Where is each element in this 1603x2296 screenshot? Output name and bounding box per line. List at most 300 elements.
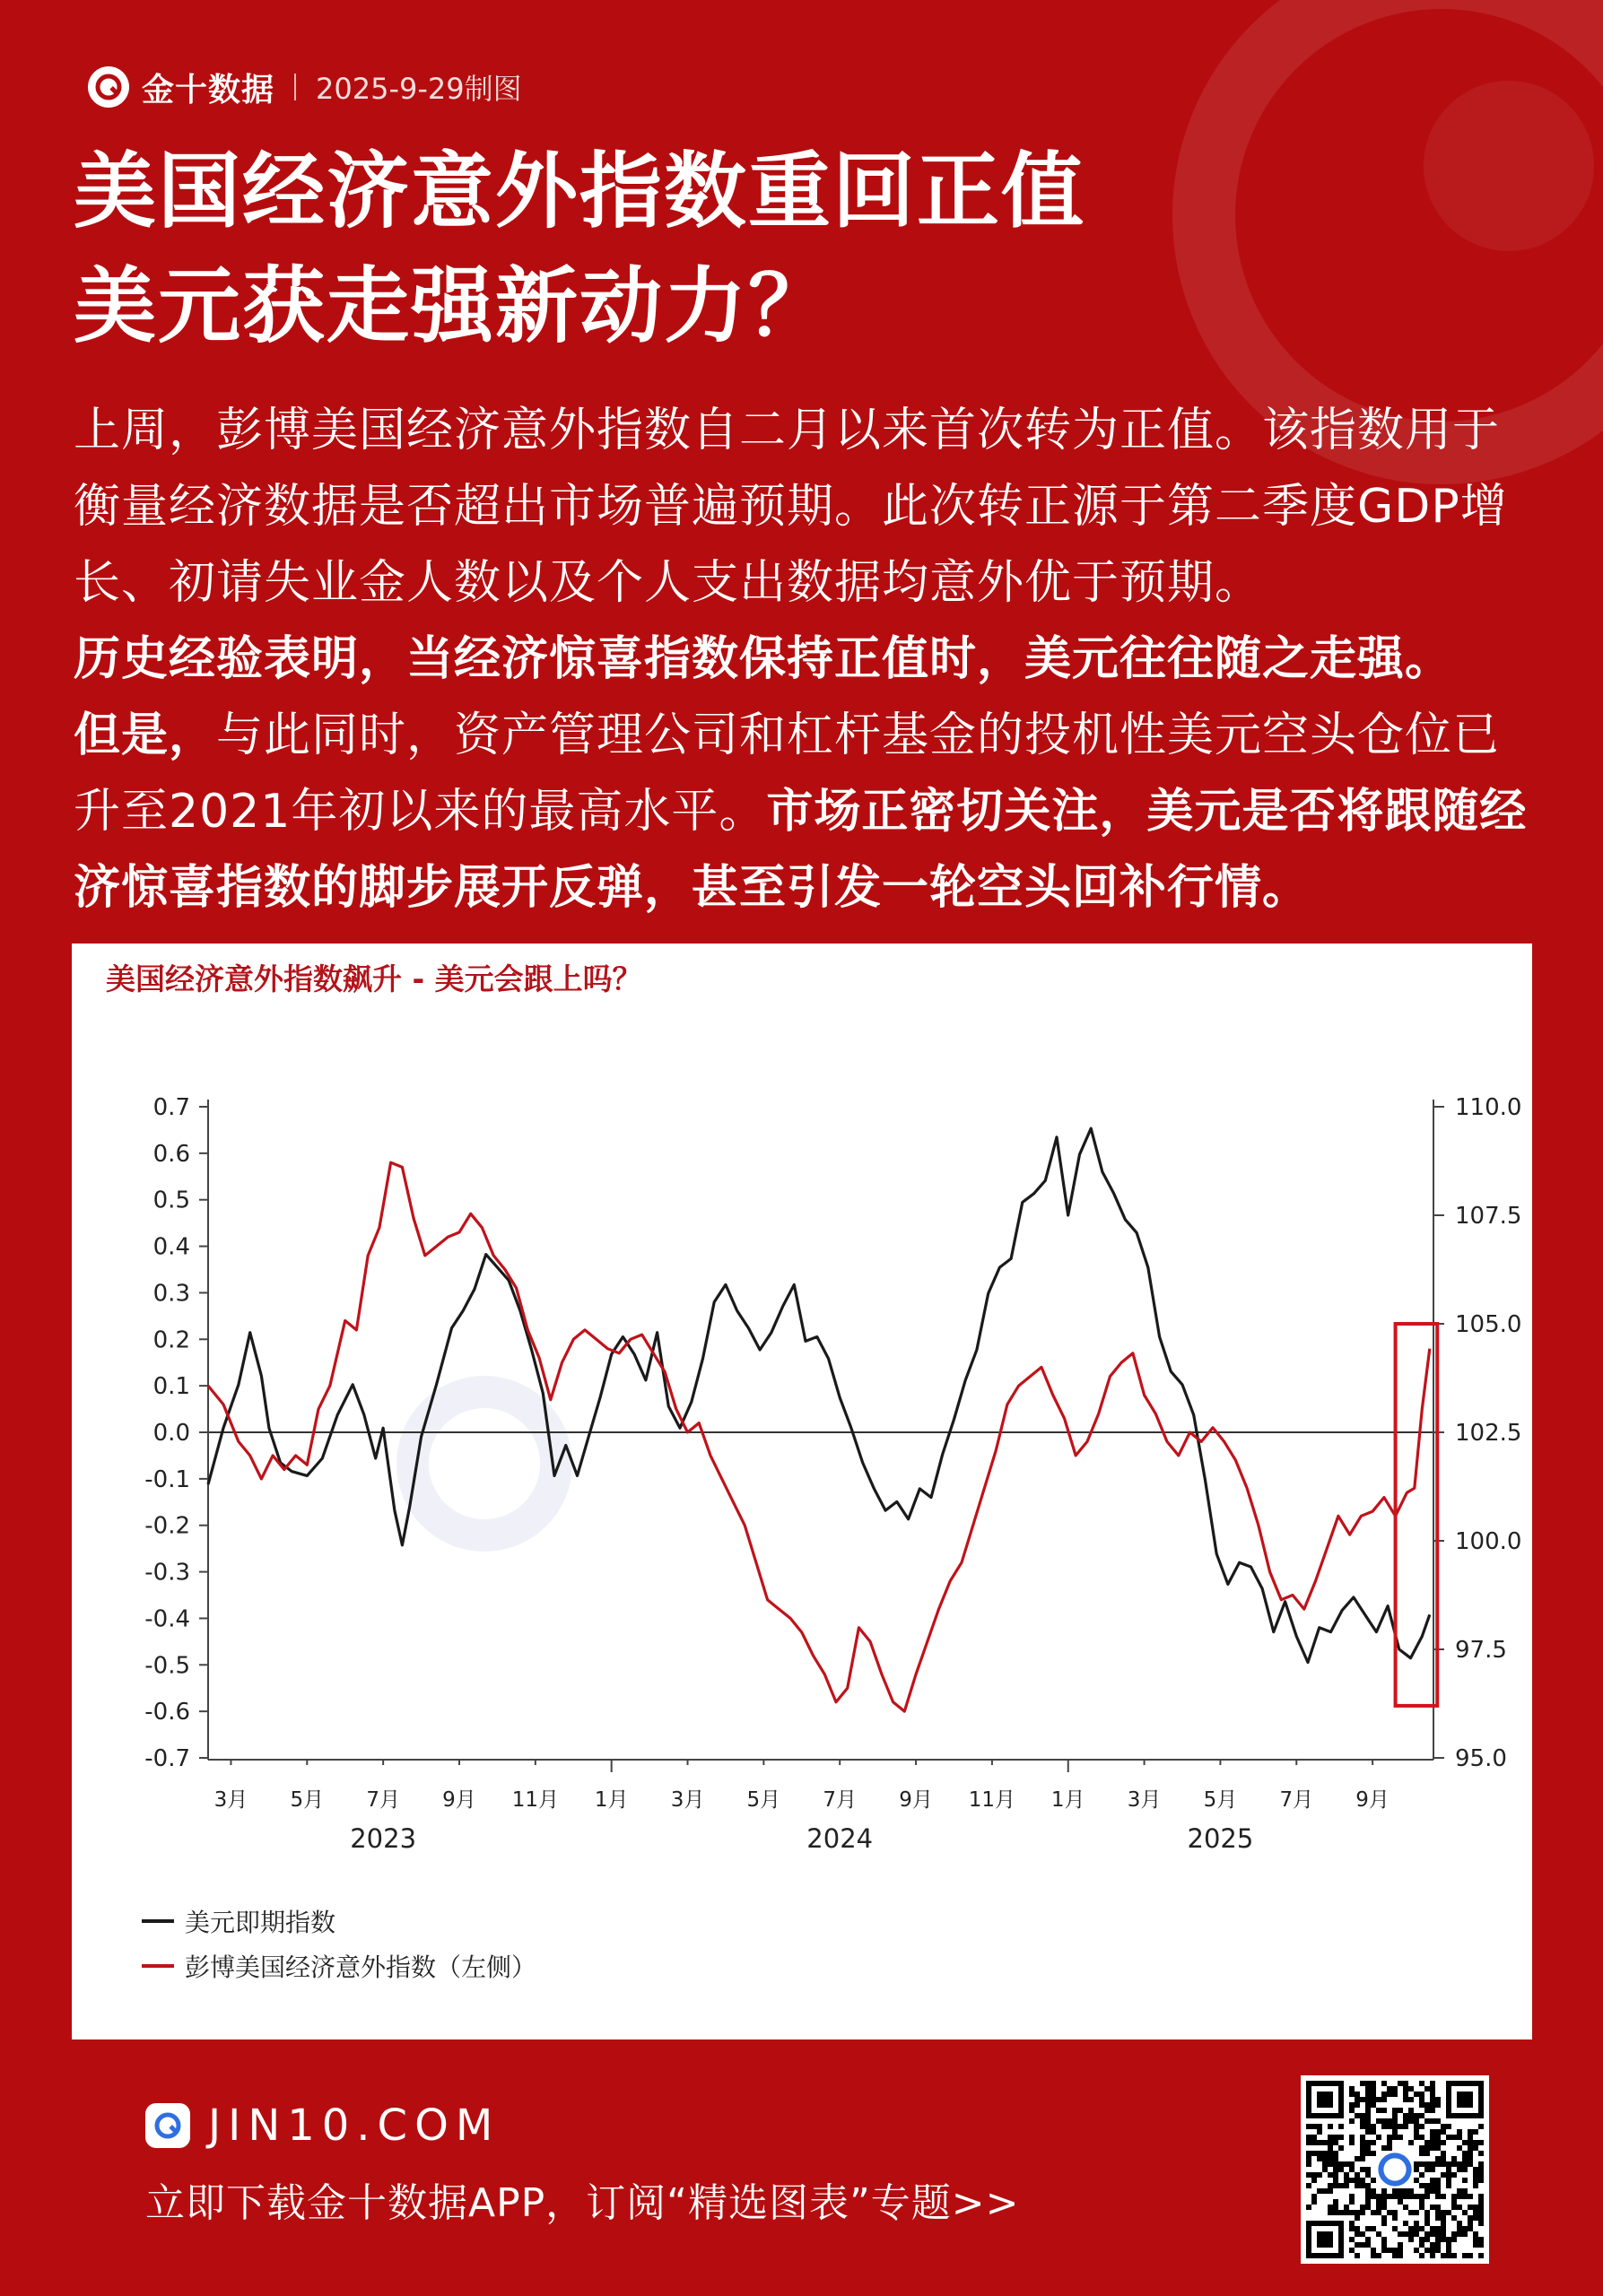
qr-module xyxy=(1468,2253,1473,2258)
paragraph-2: 历史经验表明，当经济惊喜指数保持正值时，美元往往随之走强。 xyxy=(74,632,1453,686)
qr-module xyxy=(1419,2253,1424,2258)
qr-module xyxy=(1457,2231,1462,2237)
qr-module xyxy=(1360,2113,1365,2118)
qr-module xyxy=(1435,2183,1441,2188)
qr-module xyxy=(1371,2102,1376,2108)
qr-module xyxy=(1355,2253,1360,2258)
x-tick-label: 7月 xyxy=(366,1788,400,1812)
qr-module xyxy=(1478,2215,1484,2221)
qr-module xyxy=(1457,2188,1462,2194)
qr-module xyxy=(1371,2086,1376,2092)
legend-item-usd xyxy=(142,1899,536,1944)
qr-module xyxy=(1344,2172,1349,2178)
qr-module xyxy=(1441,2221,1446,2226)
qr-module xyxy=(1446,2210,1451,2215)
qr-module xyxy=(1419,2097,1424,2102)
qr-module xyxy=(1381,2221,1387,2226)
qr-module xyxy=(1381,2194,1387,2199)
qr-module xyxy=(1365,2237,1371,2242)
qr-module xyxy=(1424,2102,1430,2108)
qr-module xyxy=(1435,2231,1441,2237)
qr-module xyxy=(1468,2135,1473,2140)
qr-module xyxy=(1381,2248,1387,2253)
qr-module xyxy=(1430,2253,1435,2258)
qr-module xyxy=(1462,2226,1468,2231)
qr-module xyxy=(1419,2124,1424,2129)
x-tick-label: 3月 xyxy=(1127,1788,1162,1812)
qr-module xyxy=(1414,2178,1419,2183)
qr-module xyxy=(1419,2135,1424,2140)
qr-module xyxy=(1381,2118,1387,2124)
qr-module xyxy=(1435,2188,1441,2194)
qr-module xyxy=(1430,2092,1435,2097)
qr-module xyxy=(1381,2188,1387,2194)
qr-module xyxy=(1398,2199,1403,2205)
qr-module xyxy=(1419,2226,1424,2231)
qr-module xyxy=(1430,2183,1435,2188)
qr-module xyxy=(1360,2135,1365,2140)
qr-module xyxy=(1441,2215,1446,2221)
qr-module xyxy=(1446,2161,1451,2167)
qr-module xyxy=(1435,2102,1441,2108)
qr-module xyxy=(1387,2124,1392,2129)
qr-module xyxy=(1414,2124,1419,2129)
watermark xyxy=(413,1392,556,1535)
qr-module xyxy=(1403,2097,1408,2102)
qr-module xyxy=(1392,2118,1398,2124)
qr-module xyxy=(1349,2199,1355,2205)
qr-module xyxy=(1381,2097,1387,2102)
qr-module xyxy=(1419,2081,1424,2086)
qr-module xyxy=(1478,2237,1484,2242)
qr-module xyxy=(1414,2210,1419,2215)
qr-module xyxy=(1381,2108,1387,2113)
qr-module xyxy=(1306,2183,1311,2188)
qr-module xyxy=(1419,2102,1424,2108)
qr-module xyxy=(1414,2129,1419,2135)
x-tick-label: 11月 xyxy=(511,1788,559,1812)
usd-index-line xyxy=(208,1128,1430,1662)
qr-module xyxy=(1478,2172,1484,2178)
qr-module xyxy=(1478,2167,1484,2172)
qr-module xyxy=(1365,2242,1371,2248)
qr-module xyxy=(1430,2178,1435,2183)
qr-module xyxy=(1333,2178,1338,2183)
qr-module xyxy=(1419,2194,1424,2199)
qr-module xyxy=(1398,2231,1403,2237)
qr-module xyxy=(1478,2242,1484,2248)
left-tick-label: -0.3 xyxy=(144,1559,190,1587)
qr-module xyxy=(1371,2248,1376,2253)
qr-module xyxy=(1419,2145,1424,2151)
qr-module xyxy=(1414,2113,1419,2118)
qr-module xyxy=(1424,2221,1430,2226)
x-tick-label: 9月 xyxy=(1355,1788,1390,1812)
x-tick-label: 3月 xyxy=(670,1788,705,1812)
qr-module xyxy=(1408,2226,1414,2231)
x-tick-label: 5月 xyxy=(746,1788,781,1812)
left-tick-label: 0.3 xyxy=(152,1280,190,1308)
qr-module xyxy=(1376,2231,1381,2237)
qr-module xyxy=(1441,2124,1446,2129)
qr-module xyxy=(1473,2205,1478,2210)
qr-module xyxy=(1414,2221,1419,2226)
qr-module xyxy=(1365,2124,1371,2129)
qr-module xyxy=(1435,2205,1441,2210)
qr-module xyxy=(1419,2092,1424,2097)
qr-module xyxy=(1365,2194,1371,2199)
qr-module xyxy=(1435,2156,1441,2161)
qr-module xyxy=(1403,2113,1408,2118)
qr-module xyxy=(1446,2124,1451,2129)
qr-module xyxy=(1376,2108,1381,2113)
qr-module xyxy=(1392,2188,1398,2194)
qr-module xyxy=(1344,2178,1349,2183)
qr-module xyxy=(1371,2081,1376,2086)
qr-module xyxy=(1333,2140,1338,2145)
qr-module xyxy=(1360,2151,1365,2156)
qr-module xyxy=(1446,2253,1451,2258)
qr-module xyxy=(1306,2205,1311,2210)
x-tick-label: 9月 xyxy=(899,1788,933,1812)
qr-module xyxy=(1349,2108,1355,2113)
download-cta[interactable]: 立即下载金十数据APP，订阅“精选图表”专题>> xyxy=(145,2180,1020,2226)
brand-divider xyxy=(294,74,296,100)
qr-module xyxy=(1365,2086,1371,2092)
qr-module xyxy=(1311,2151,1317,2156)
x-tick-label: 11月 xyxy=(968,1788,1016,1812)
qr-module xyxy=(1360,2205,1365,2210)
qr-module xyxy=(1430,2140,1435,2145)
footer-url-row[interactable] xyxy=(145,2100,500,2151)
qr-module xyxy=(1430,2108,1435,2113)
qr-module xyxy=(1414,2167,1419,2172)
qr-module xyxy=(1333,2156,1338,2161)
qr-module xyxy=(1392,2113,1398,2118)
qr-module xyxy=(1435,2215,1441,2221)
qr-module xyxy=(1360,2210,1365,2215)
qr-module xyxy=(1435,2145,1441,2151)
qr-module xyxy=(1317,2188,1322,2194)
qr-module xyxy=(1430,2145,1435,2151)
qr-module xyxy=(1451,2231,1457,2237)
qr-module xyxy=(1306,2172,1311,2178)
qr-module xyxy=(1441,2151,1446,2156)
qr-module xyxy=(1419,2183,1424,2188)
qr-module xyxy=(1462,2231,1468,2237)
legend-swatch-red xyxy=(142,1964,174,1968)
qr-module xyxy=(1424,2248,1430,2253)
qr-module xyxy=(1419,2172,1424,2178)
qr-module xyxy=(1424,2188,1430,2194)
qr-module xyxy=(1328,2172,1333,2178)
qr-module xyxy=(1381,2199,1387,2205)
qr-module xyxy=(1430,2226,1435,2231)
qr-module xyxy=(1414,2135,1419,2140)
right-tick-label: 110.0 xyxy=(1455,1094,1522,1121)
qr-module xyxy=(1441,2253,1446,2258)
qr-module xyxy=(1360,2081,1365,2086)
qr-module xyxy=(1424,2118,1430,2124)
qr-module xyxy=(1376,2194,1381,2199)
paragraph-3-mid: 与此同时，资产管理公司和杠杆基金的投机性美元空头仓位已升至2021年初以来的最高水平。 xyxy=(74,709,1501,839)
qr-module xyxy=(1365,2167,1371,2172)
qr-module xyxy=(1435,2178,1441,2183)
qr-module xyxy=(1317,2129,1322,2135)
qr-module xyxy=(1473,2172,1478,2178)
qr-module xyxy=(1381,2124,1387,2129)
qr-module xyxy=(1371,2129,1376,2135)
qr-module xyxy=(1457,2205,1462,2210)
left-tick-label: 0.1 xyxy=(152,1373,190,1401)
qr-module xyxy=(1430,2081,1435,2086)
qr-module xyxy=(1355,2226,1360,2231)
decorative-circle xyxy=(1424,81,1594,251)
qr-module xyxy=(1451,2199,1457,2205)
qr-module xyxy=(1451,2215,1457,2221)
qr-module xyxy=(1408,2194,1414,2199)
x-tick-label: 3月 xyxy=(213,1788,248,1812)
qr-module xyxy=(1328,2188,1333,2194)
qr-module xyxy=(1392,2135,1398,2140)
qr-module xyxy=(1468,2194,1473,2199)
qr-module xyxy=(1338,2161,1344,2167)
qr-module xyxy=(1365,2172,1371,2178)
qr-module xyxy=(1333,2183,1338,2188)
qr-module xyxy=(1371,2253,1376,2258)
qr-module xyxy=(1451,2237,1457,2242)
qr-module xyxy=(1311,2135,1317,2140)
qr-module xyxy=(1360,2156,1365,2161)
qr-module xyxy=(1430,2161,1435,2167)
qr-module xyxy=(1435,2135,1441,2140)
qr-module xyxy=(1408,2097,1414,2102)
qr-module xyxy=(1430,2129,1435,2135)
qr-module xyxy=(1451,2156,1457,2161)
qr-module xyxy=(1328,2124,1333,2129)
x-tick-label: 5月 xyxy=(1203,1788,1238,1812)
qr-module xyxy=(1473,2145,1478,2151)
qr-module xyxy=(1371,2140,1376,2145)
qr-module xyxy=(1311,2140,1317,2145)
qr-module xyxy=(1424,2231,1430,2237)
qr-module xyxy=(1468,2205,1473,2210)
qr-module xyxy=(1473,2167,1478,2172)
qr-module xyxy=(1408,2231,1414,2237)
qr-module xyxy=(1430,2188,1435,2194)
qr-module xyxy=(1462,2151,1468,2156)
qr-module xyxy=(1376,2205,1381,2210)
qr-module xyxy=(1349,2161,1355,2167)
left-tick-label: -0.6 xyxy=(144,1699,190,1726)
qr-module xyxy=(1473,2210,1478,2215)
qr-module xyxy=(1360,2140,1365,2145)
qr-module xyxy=(1333,2151,1338,2156)
qr-module xyxy=(1360,2097,1365,2102)
qr-module xyxy=(1381,2237,1387,2242)
qr-module xyxy=(1441,2140,1446,2145)
qr-module xyxy=(1317,2124,1322,2129)
qr-module xyxy=(1424,2086,1430,2092)
qr-module xyxy=(1468,2226,1473,2231)
title-line-1: 美国经济意外指数重回正值 xyxy=(74,144,1086,239)
qr-module xyxy=(1392,2210,1398,2215)
paragraph-3-end: 市场正密切关注，美元是否将跟随经济惊喜指数的脚步展开反弹，甚至引发一轮空头回补行情。 xyxy=(74,785,1528,915)
qr-module xyxy=(1355,2092,1360,2097)
footer-url[interactable]: JIN10.COM xyxy=(208,2100,501,2151)
qr-module xyxy=(1376,2210,1381,2215)
qr-module xyxy=(1468,2215,1473,2221)
qr-module xyxy=(1333,2135,1338,2140)
qr-module xyxy=(1468,2129,1473,2135)
qr-module xyxy=(1473,2183,1478,2188)
qr-module xyxy=(1430,2205,1435,2210)
left-tick-label: -0.4 xyxy=(144,1605,190,1633)
qr-module xyxy=(1424,2237,1430,2242)
qr-module xyxy=(1462,2161,1468,2167)
qr-module xyxy=(1441,2226,1446,2231)
x-tick-label: 7月 xyxy=(1279,1788,1314,1812)
qr-module xyxy=(1414,2118,1419,2124)
qr-module xyxy=(1403,2092,1408,2097)
qr-module xyxy=(1398,2194,1403,2199)
qr-module xyxy=(1457,2194,1462,2199)
qr-module xyxy=(1365,2118,1371,2124)
qr-module xyxy=(1387,2194,1392,2199)
qr-module xyxy=(1328,2161,1333,2167)
qr-module xyxy=(1311,2199,1317,2205)
qr-module xyxy=(1424,2140,1430,2145)
qr-module xyxy=(1349,2135,1355,2140)
qr-module xyxy=(1419,2113,1424,2118)
qr-module xyxy=(1435,2118,1441,2124)
qr-module xyxy=(1381,2145,1387,2151)
qr-module xyxy=(1424,2194,1430,2199)
qr-module xyxy=(1376,2135,1381,2140)
qr-module xyxy=(1403,2086,1408,2092)
qr-module xyxy=(1424,2167,1430,2172)
qr-module xyxy=(1365,2226,1371,2231)
qr-module xyxy=(1419,2151,1424,2156)
qr-module xyxy=(1478,2199,1484,2205)
qr-module xyxy=(1360,2118,1365,2124)
qr-module xyxy=(1451,2194,1457,2199)
left-tick-label: -0.1 xyxy=(144,1465,190,1493)
qr-module xyxy=(1424,2108,1430,2113)
qr-module xyxy=(1441,2194,1446,2199)
qr-module xyxy=(1435,2237,1441,2242)
qr-module xyxy=(1441,2161,1446,2167)
qr-module xyxy=(1441,2237,1446,2242)
qr-module xyxy=(1328,2210,1333,2215)
qr-module xyxy=(1398,2248,1403,2253)
qr-module xyxy=(1376,2097,1381,2102)
qr-module xyxy=(1408,2210,1414,2215)
article-body xyxy=(74,393,1536,926)
qr-module xyxy=(1328,2145,1333,2151)
qr-module xyxy=(1473,2237,1478,2242)
qr-module xyxy=(1333,2199,1338,2205)
qr-module xyxy=(1430,2231,1435,2237)
qr-module xyxy=(1457,2226,1462,2231)
qr-module xyxy=(1387,2210,1392,2215)
qr-module xyxy=(1441,2156,1446,2161)
qr-module xyxy=(1306,2140,1311,2145)
qr-module xyxy=(1414,2161,1419,2167)
qr-module xyxy=(1317,2151,1322,2156)
qr-module xyxy=(1424,2183,1430,2188)
qr-module xyxy=(1365,2081,1371,2086)
qr-module xyxy=(1317,2231,1333,2248)
qr-module xyxy=(1344,2161,1349,2167)
qr-module xyxy=(1403,2231,1408,2237)
qr-module xyxy=(1317,2172,1322,2178)
qr-module xyxy=(1365,2102,1371,2108)
qr-module xyxy=(1322,2140,1328,2145)
qr-module xyxy=(1414,2231,1419,2237)
qr-module xyxy=(1446,2135,1451,2140)
jin10-app-icon xyxy=(145,2103,190,2148)
qr-module xyxy=(1451,2161,1457,2167)
qr-module xyxy=(1414,2248,1419,2253)
qr-module xyxy=(1371,2151,1376,2156)
qr-module xyxy=(1462,2156,1468,2161)
qr-module xyxy=(1403,2221,1408,2226)
qr-module xyxy=(1462,2188,1468,2194)
qr-module xyxy=(1419,2199,1424,2205)
qr-module xyxy=(1478,2221,1484,2226)
qr-module xyxy=(1328,2156,1333,2161)
qr-module xyxy=(1371,2194,1376,2199)
qr-module xyxy=(1430,2135,1435,2140)
qr-module xyxy=(1349,2210,1355,2215)
qr-module xyxy=(1365,2183,1371,2188)
qr-module xyxy=(1317,2156,1322,2161)
chart-date: 2025-9-29制图 xyxy=(316,72,522,106)
qr-module xyxy=(1403,2124,1408,2129)
qr-module xyxy=(1398,2081,1403,2086)
qr-module xyxy=(1328,2135,1333,2140)
qr-module xyxy=(1365,2188,1371,2194)
qr-module xyxy=(1462,2178,1468,2183)
qr-module xyxy=(1355,2113,1360,2118)
brand-name: 金十数据 xyxy=(142,71,275,109)
qr-module xyxy=(1398,2108,1403,2113)
qr-module xyxy=(1408,2140,1414,2145)
qr-module xyxy=(1408,2237,1414,2242)
qr-module xyxy=(1419,2242,1424,2248)
qr-module xyxy=(1392,2092,1398,2097)
qr-module xyxy=(1349,2178,1355,2183)
qr-module xyxy=(1473,2242,1478,2248)
x-tick-label: 1月 xyxy=(594,1788,629,1812)
qr-module xyxy=(1333,2167,1338,2172)
qr-module xyxy=(1387,2086,1392,2092)
qr-module xyxy=(1398,2124,1403,2129)
qr-module xyxy=(1371,2092,1376,2097)
left-tick-label: 0.7 xyxy=(152,1094,190,1121)
qr-module xyxy=(1419,2161,1424,2167)
qr-module xyxy=(1435,2226,1441,2231)
qr-module xyxy=(1322,2156,1328,2161)
qr-code[interactable] xyxy=(1301,2075,1489,2264)
qr-module xyxy=(1392,2253,1398,2258)
qr-module xyxy=(1441,2231,1446,2237)
qr-module xyxy=(1371,2188,1376,2194)
qr-module xyxy=(1306,2151,1311,2156)
qr-module xyxy=(1338,2183,1344,2188)
qr-module xyxy=(1365,2140,1371,2145)
